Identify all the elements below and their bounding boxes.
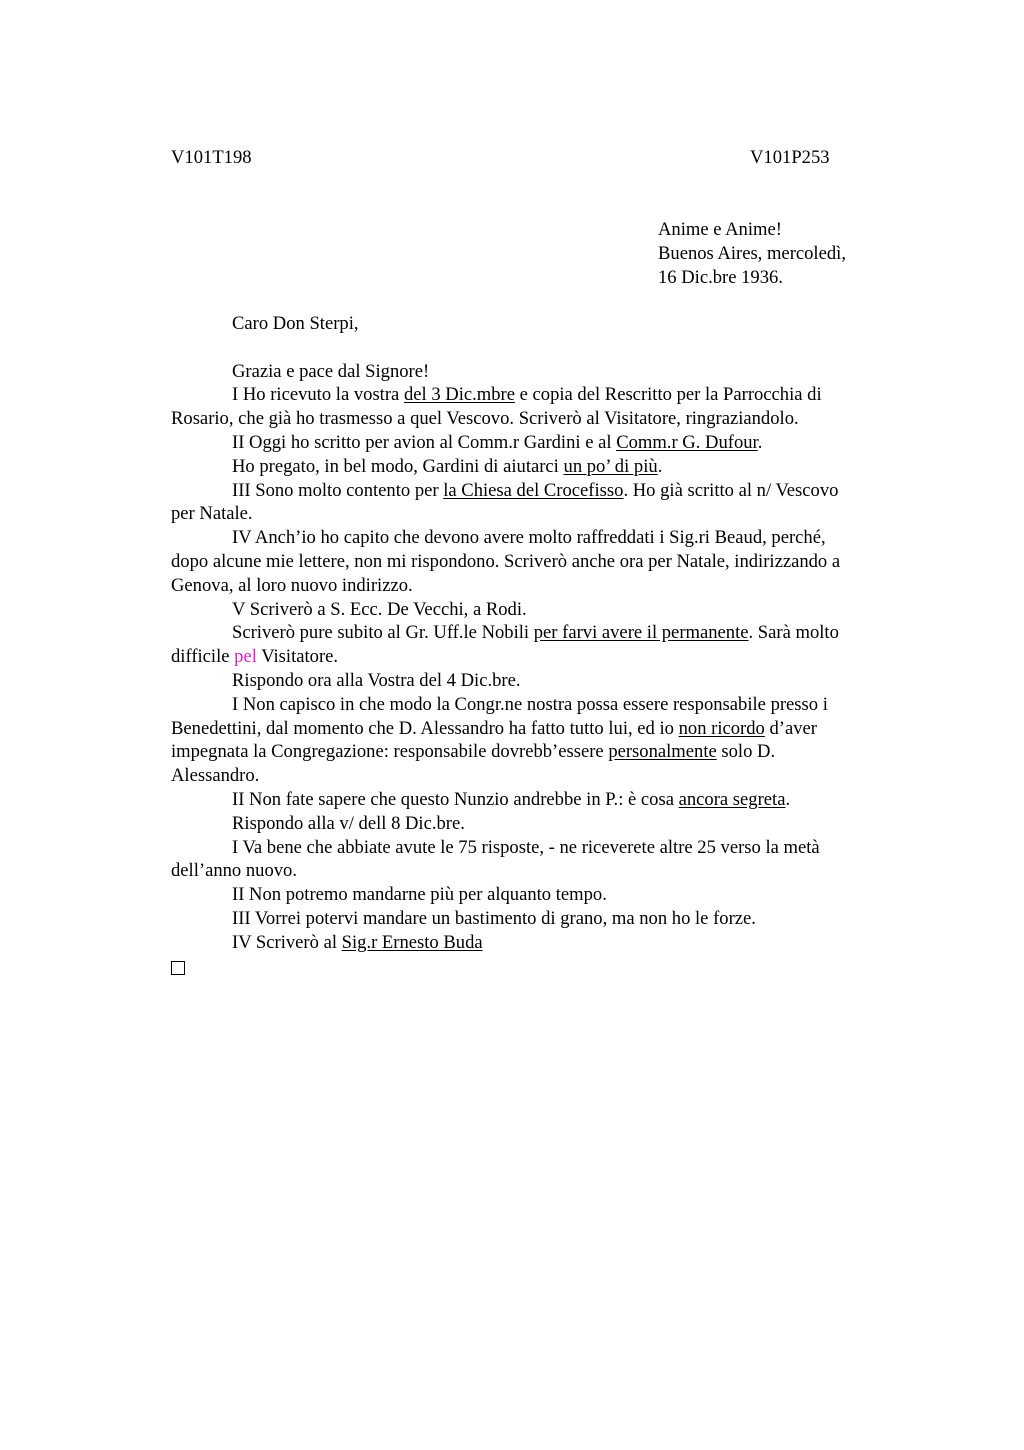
text-line: II Non fate sapere che questo Nunzio andrebbe in P.: è cosa ancora segreta. bbox=[232, 788, 791, 810]
underlined-text: ancora segreta bbox=[678, 788, 786, 810]
text-line: Rosario, che già ho trasmesso a quel Vescovo. Scriverò al Visitatore, ringraziandolo. bbox=[171, 408, 799, 430]
checkbox-square-icon bbox=[171, 955, 921, 982]
greeting: Grazia e pace dal Signore! bbox=[232, 360, 430, 382]
text-line: III Vorrei potervi mandare un bastimento di grano, ma non ho le forze. bbox=[232, 907, 756, 929]
place-date-block bbox=[658, 218, 846, 289]
text-line: Alessandro. bbox=[171, 765, 260, 787]
text-line: dell’anno nuovo. bbox=[171, 860, 297, 882]
text-line: I Va bene che abbiate avute le 75 risposte, - ne riceverete altre 25 verso la metà bbox=[232, 836, 820, 858]
text-line: III Sono molto contento per la Chiesa del Crocefisso. Ho già scritto al n/ Vescovo bbox=[232, 479, 839, 501]
text-line: II Non potremo mandarne più per alquanto tempo. bbox=[232, 884, 607, 906]
date-line: 16 Dic.bre 1936. bbox=[658, 266, 783, 288]
underlined-text: la Chiesa del Crocefisso bbox=[443, 479, 624, 501]
underlined-text: Sig.r Ernesto Buda bbox=[341, 931, 483, 953]
text-line: Genova, al loro nuovo indirizzo. bbox=[171, 574, 413, 596]
text-line: Rispondo alla v/ dell 8 Dic.bre. bbox=[232, 812, 465, 834]
underlined-text: Comm.r G. Dufour bbox=[616, 431, 758, 453]
underlined-text: del 3 Dic.mbre bbox=[403, 384, 515, 406]
text-line: IV Anch’io ho capito che devono avere molto raffreddati i Sig.ri Beaud, perché, bbox=[232, 527, 826, 549]
place-line: Buenos Aires, mercoledì, bbox=[658, 242, 846, 264]
text-line: Scriverò pure subito al Gr. Uff.le Nobili per farvi avere il permanente. Sarà molto bbox=[232, 622, 839, 644]
text-line: Benedettini, dal momento che D. Alessandro ha fatto tutto lui, ed io non ricordo d’aver bbox=[171, 717, 817, 739]
text-line: per Natale. bbox=[171, 503, 253, 525]
letter-body bbox=[171, 312, 921, 981]
text-line: II Oggi ho scritto per avion al Comm.r Gardini e al Comm.r G. Dufour. bbox=[232, 431, 763, 453]
underlined-text: un po’ di più bbox=[563, 455, 658, 477]
underlined-text: personalmente bbox=[608, 741, 717, 763]
text-line: difficile pel Visitatore. bbox=[171, 646, 339, 668]
text-line: I Non capisco in che modo la Congr.ne nostra possa essere responsabile presso i bbox=[232, 693, 828, 715]
text-line: V Scriverò a S. Ecc. De Vecchi, a Rodi. bbox=[232, 598, 527, 620]
document-code-left: V101T198 bbox=[171, 147, 252, 168]
highlighted-word: pel bbox=[234, 646, 257, 668]
text-line: I Ho ricevuto la vostra del 3 Dic.mbre e copia del Rescritto per la Parrocchia di bbox=[232, 384, 822, 406]
text-line: impegnata la Congregazione: responsabile dovrebb’essere personalmente solo D. bbox=[171, 741, 776, 763]
text-line: Ho pregato, in bel modo, Gardini di aiutarci un po’ di più. bbox=[232, 455, 663, 477]
text-line: dopo alcune mie lettere, non mi rispondono. Scriverò anche ora per Natale, indirizzando a bbox=[171, 550, 841, 572]
underlined-text: per farvi avere il permanente bbox=[533, 622, 749, 644]
underlined-text: non ricordo bbox=[678, 717, 765, 739]
salutation: Caro Don Sterpi, bbox=[232, 313, 359, 334]
text-line: IV Scriverò al Sig.r Ernesto Buda bbox=[232, 931, 483, 953]
text-line: Rispondo ora alla Vostra del 4 Dic.bre. bbox=[232, 669, 521, 691]
document-code-right: V101P253 bbox=[750, 147, 830, 168]
motto: Anime e Anime! bbox=[658, 219, 782, 240]
